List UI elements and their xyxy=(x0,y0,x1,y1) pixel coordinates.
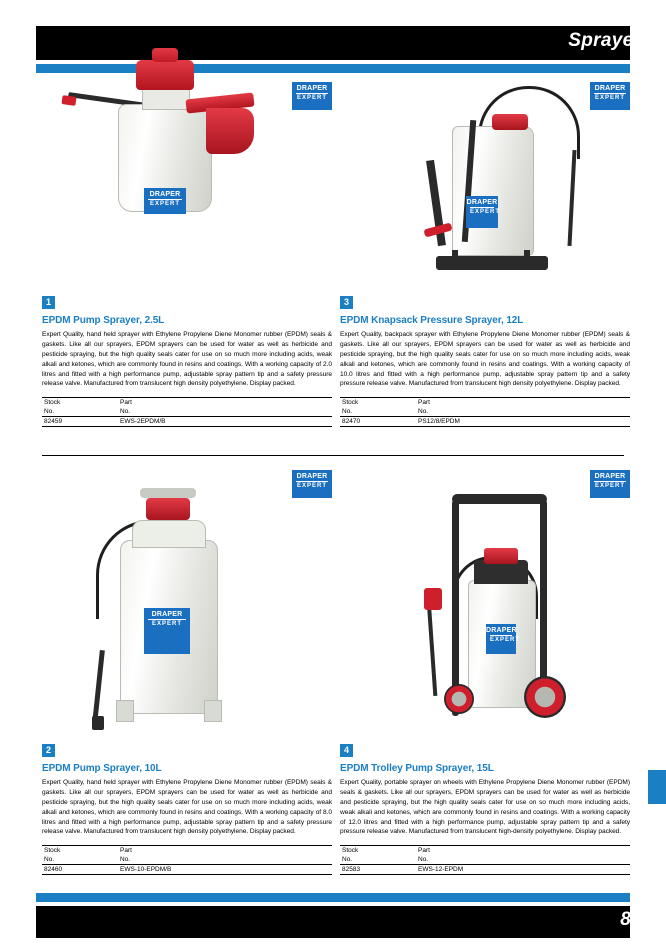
page-number: 821 xyxy=(620,909,652,930)
table-header-row-2 xyxy=(340,855,630,865)
stock-header-line2: No. xyxy=(340,855,416,865)
part-header-line1: Part xyxy=(118,846,332,856)
stock-no-value: 82459 xyxy=(42,417,118,427)
brand-name: DRAPER xyxy=(296,85,328,92)
trolley-wheel-icon xyxy=(524,676,566,718)
product-spec-table-1 xyxy=(42,397,332,427)
stock-header-line2: No. xyxy=(340,407,416,417)
part-no-value: PS12/8/EPDM xyxy=(416,417,630,427)
sprayer-trigger-icon xyxy=(206,108,254,154)
knapsack-base-icon xyxy=(436,256,548,270)
brand-name: DRAPER xyxy=(149,191,181,198)
stock-header-line2: No. xyxy=(42,407,118,417)
table-header-row-2 xyxy=(42,407,332,417)
product-label-icon xyxy=(144,188,186,214)
footer-bar xyxy=(36,906,630,938)
part-no-value: EWS-10-EPDM/B xyxy=(118,865,332,875)
sprayer-foot-icon xyxy=(204,700,222,722)
product-label-icon xyxy=(466,196,501,228)
table-header-row xyxy=(42,398,332,408)
stock-header-line1: Stock xyxy=(340,846,416,856)
product-spec-table-3 xyxy=(340,397,630,427)
sprayer-nozzle-icon xyxy=(61,95,76,106)
brand-name: DRAPER xyxy=(486,627,517,634)
draper-expert-logo xyxy=(590,82,630,110)
brand-sub: EXPERT xyxy=(296,95,327,102)
brand-name: DRAPER xyxy=(466,199,498,206)
brand-name: DRAPER xyxy=(594,85,626,92)
stock-no-value: 82460 xyxy=(42,865,118,875)
footer-accent-bar xyxy=(36,893,630,902)
section-thumb-tab xyxy=(648,770,666,804)
stock-header-line1: Stock xyxy=(340,398,416,408)
product-title-2: EPDM Pump Sprayer, 10L xyxy=(42,763,162,774)
section-divider xyxy=(42,455,624,456)
part-no-value: EWS-12-EPDM xyxy=(416,865,630,875)
product-spec-table-4 xyxy=(340,845,630,875)
brand-sub: EXPERT xyxy=(470,209,501,216)
product-label-icon xyxy=(144,608,190,654)
product-number-badge-2: 2 xyxy=(42,744,55,757)
sprayer-pump-cap-icon xyxy=(136,60,194,90)
header-accent-bar xyxy=(36,64,630,73)
stock-no-value: 82583 xyxy=(340,865,416,875)
sprayer-pump-cap-icon xyxy=(484,548,518,564)
sprayer-shoulder-icon xyxy=(132,520,206,548)
sprayer-trigger-icon xyxy=(424,588,442,610)
product-number-badge-3: 3 xyxy=(340,296,353,309)
brand-sub: EXPERT xyxy=(490,637,521,644)
brand-sub: EXPERT xyxy=(594,483,625,490)
table-header-row-2 xyxy=(340,407,630,417)
part-header-line2: No. xyxy=(416,407,630,417)
sprayer-foot-icon xyxy=(116,700,134,722)
product-number-badge-4: 4 xyxy=(340,744,353,757)
stock-header-line1: Stock xyxy=(42,846,118,856)
table-header-row xyxy=(340,398,630,408)
product-label-icon xyxy=(486,624,521,654)
stock-header-line1: Stock xyxy=(42,398,118,408)
part-no-value: EWS-2EPDM/B xyxy=(118,417,332,427)
trolley-handle-icon xyxy=(452,494,547,504)
sprayer-plunger-icon xyxy=(152,48,178,62)
table-row xyxy=(340,865,630,875)
brand-sub: EXPERT xyxy=(148,619,186,627)
product-title-4: EPDM Trolley Pump Sprayer, 15L xyxy=(340,763,494,774)
trolley-frame-icon xyxy=(540,500,547,700)
sprayer-handle-icon xyxy=(140,488,196,498)
product-description-4: Expert Quality, portable sprayer on wheels with Ethylene Propylene Diene Monomer rubber (EPDM) seals & gaskets. Like all our sprayers, EPDM sprayers can be used for water as well as herbicide and pesticide spraying, but the high quality seals cater for use on so much more including acids, weak alkali and ketones, which are commonly found in resins and coatings. With a working capacity of 12.0 litres and fitted with a high performance pump, adjustable spray pattern tip and a safety pressure release valve. Manufactured from translucent high-density polyethylene. Display packed. xyxy=(340,779,630,836)
page-title: Sprayers xyxy=(568,30,652,51)
stock-no-value: 82470 xyxy=(340,417,416,427)
draper-expert-logo xyxy=(292,470,332,498)
product-description-2: Expert Quality, hand held sprayer with Ethylene Propylene Diene Monomer rubber (EPDM) seals & gaskets. Like all our sprayers, EPDM sprayers can be used for water as well as herbicide and pesticide spraying, but the high quality seals cater for use on so much more including acids, weak alkali and ketones, which are commonly found in resins and coatings. With a working capacity of 8.0 litres and fitted with a high performance pump, adjustable spray pattern tip and a safety pressure release valve. Manufactured from translucent high density polyethylene. Display packed. xyxy=(42,779,332,836)
table-header-row xyxy=(42,846,332,856)
sprayer-neck-icon xyxy=(142,88,190,110)
part-header-line2: No. xyxy=(416,855,630,865)
brand-sub: EXPERT xyxy=(296,483,327,490)
part-header-line2: No. xyxy=(118,407,332,417)
sprayer-pump-cap-icon xyxy=(146,498,190,520)
product-number-badge-1: 1 xyxy=(42,296,55,309)
table-header-row xyxy=(340,846,630,856)
product-description-3: Expert Quality, backpack sprayer with Ethylene Propylene Diene Monomer rubber (EPDM) seals & gaskets. Like all our sprayers, EPDM sprayers can be used for water as well as herbicide and pesticide spraying, but the high quality seals cater for use on so much more including acids, weak alkali and ketones, which are commonly found in resins and coatings. With a working capacity of 10.0 litres and fitted with a high performance pump, adjustable spray pattern tip and a safety pressure release valve. Manufactured from translucent high density polyethylene. Display packed. xyxy=(340,331,630,388)
product-title-1: EPDM Pump Sprayer, 2.5L xyxy=(42,315,165,326)
sprayer-pump-cap-icon xyxy=(492,114,528,130)
table-header-row-2 xyxy=(42,855,332,865)
table-row xyxy=(340,417,630,427)
brand-sub: EXPERT xyxy=(594,95,625,102)
draper-expert-logo xyxy=(292,82,332,110)
stock-header-line2: No. xyxy=(42,855,118,865)
sprayer-nozzle-icon xyxy=(92,716,104,730)
part-header-line1: Part xyxy=(416,398,630,408)
brand-name: DRAPER xyxy=(151,611,183,618)
brand-name: DRAPER xyxy=(594,473,626,480)
brand-name: DRAPER xyxy=(296,473,328,480)
product-spec-table-2 xyxy=(42,845,332,875)
part-header-line2: No. xyxy=(118,855,332,865)
header-bar xyxy=(36,26,630,60)
product-description-1: Expert Quality, hand held sprayer with Ethylene Propylene Diene Monomer rubber (EPDM) seals & gaskets. Like all our sprayers, EPDM sprayers can be used for water as well as herbicide and pesticide spraying, but the high quality seals cater for use on so much more including acids, weak alkali and ketones, which are commonly found in resins and coatings. With a working capacity of 2.0 litres and fitted with a high performance pump, adjustable spray pattern tip and a safety pressure release valve. Manufactured from translucent high density polyethylene. Display packed. xyxy=(42,331,332,388)
trolley-wheel-icon xyxy=(444,684,474,714)
brand-sub: EXPERT xyxy=(149,201,180,208)
table-row xyxy=(42,865,332,875)
part-header-line1: Part xyxy=(118,398,332,408)
part-header-line1: Part xyxy=(416,846,630,856)
table-row xyxy=(42,417,332,427)
draper-expert-logo xyxy=(590,470,630,498)
product-title-3: EPDM Knapsack Pressure Sprayer, 12L xyxy=(340,315,524,326)
